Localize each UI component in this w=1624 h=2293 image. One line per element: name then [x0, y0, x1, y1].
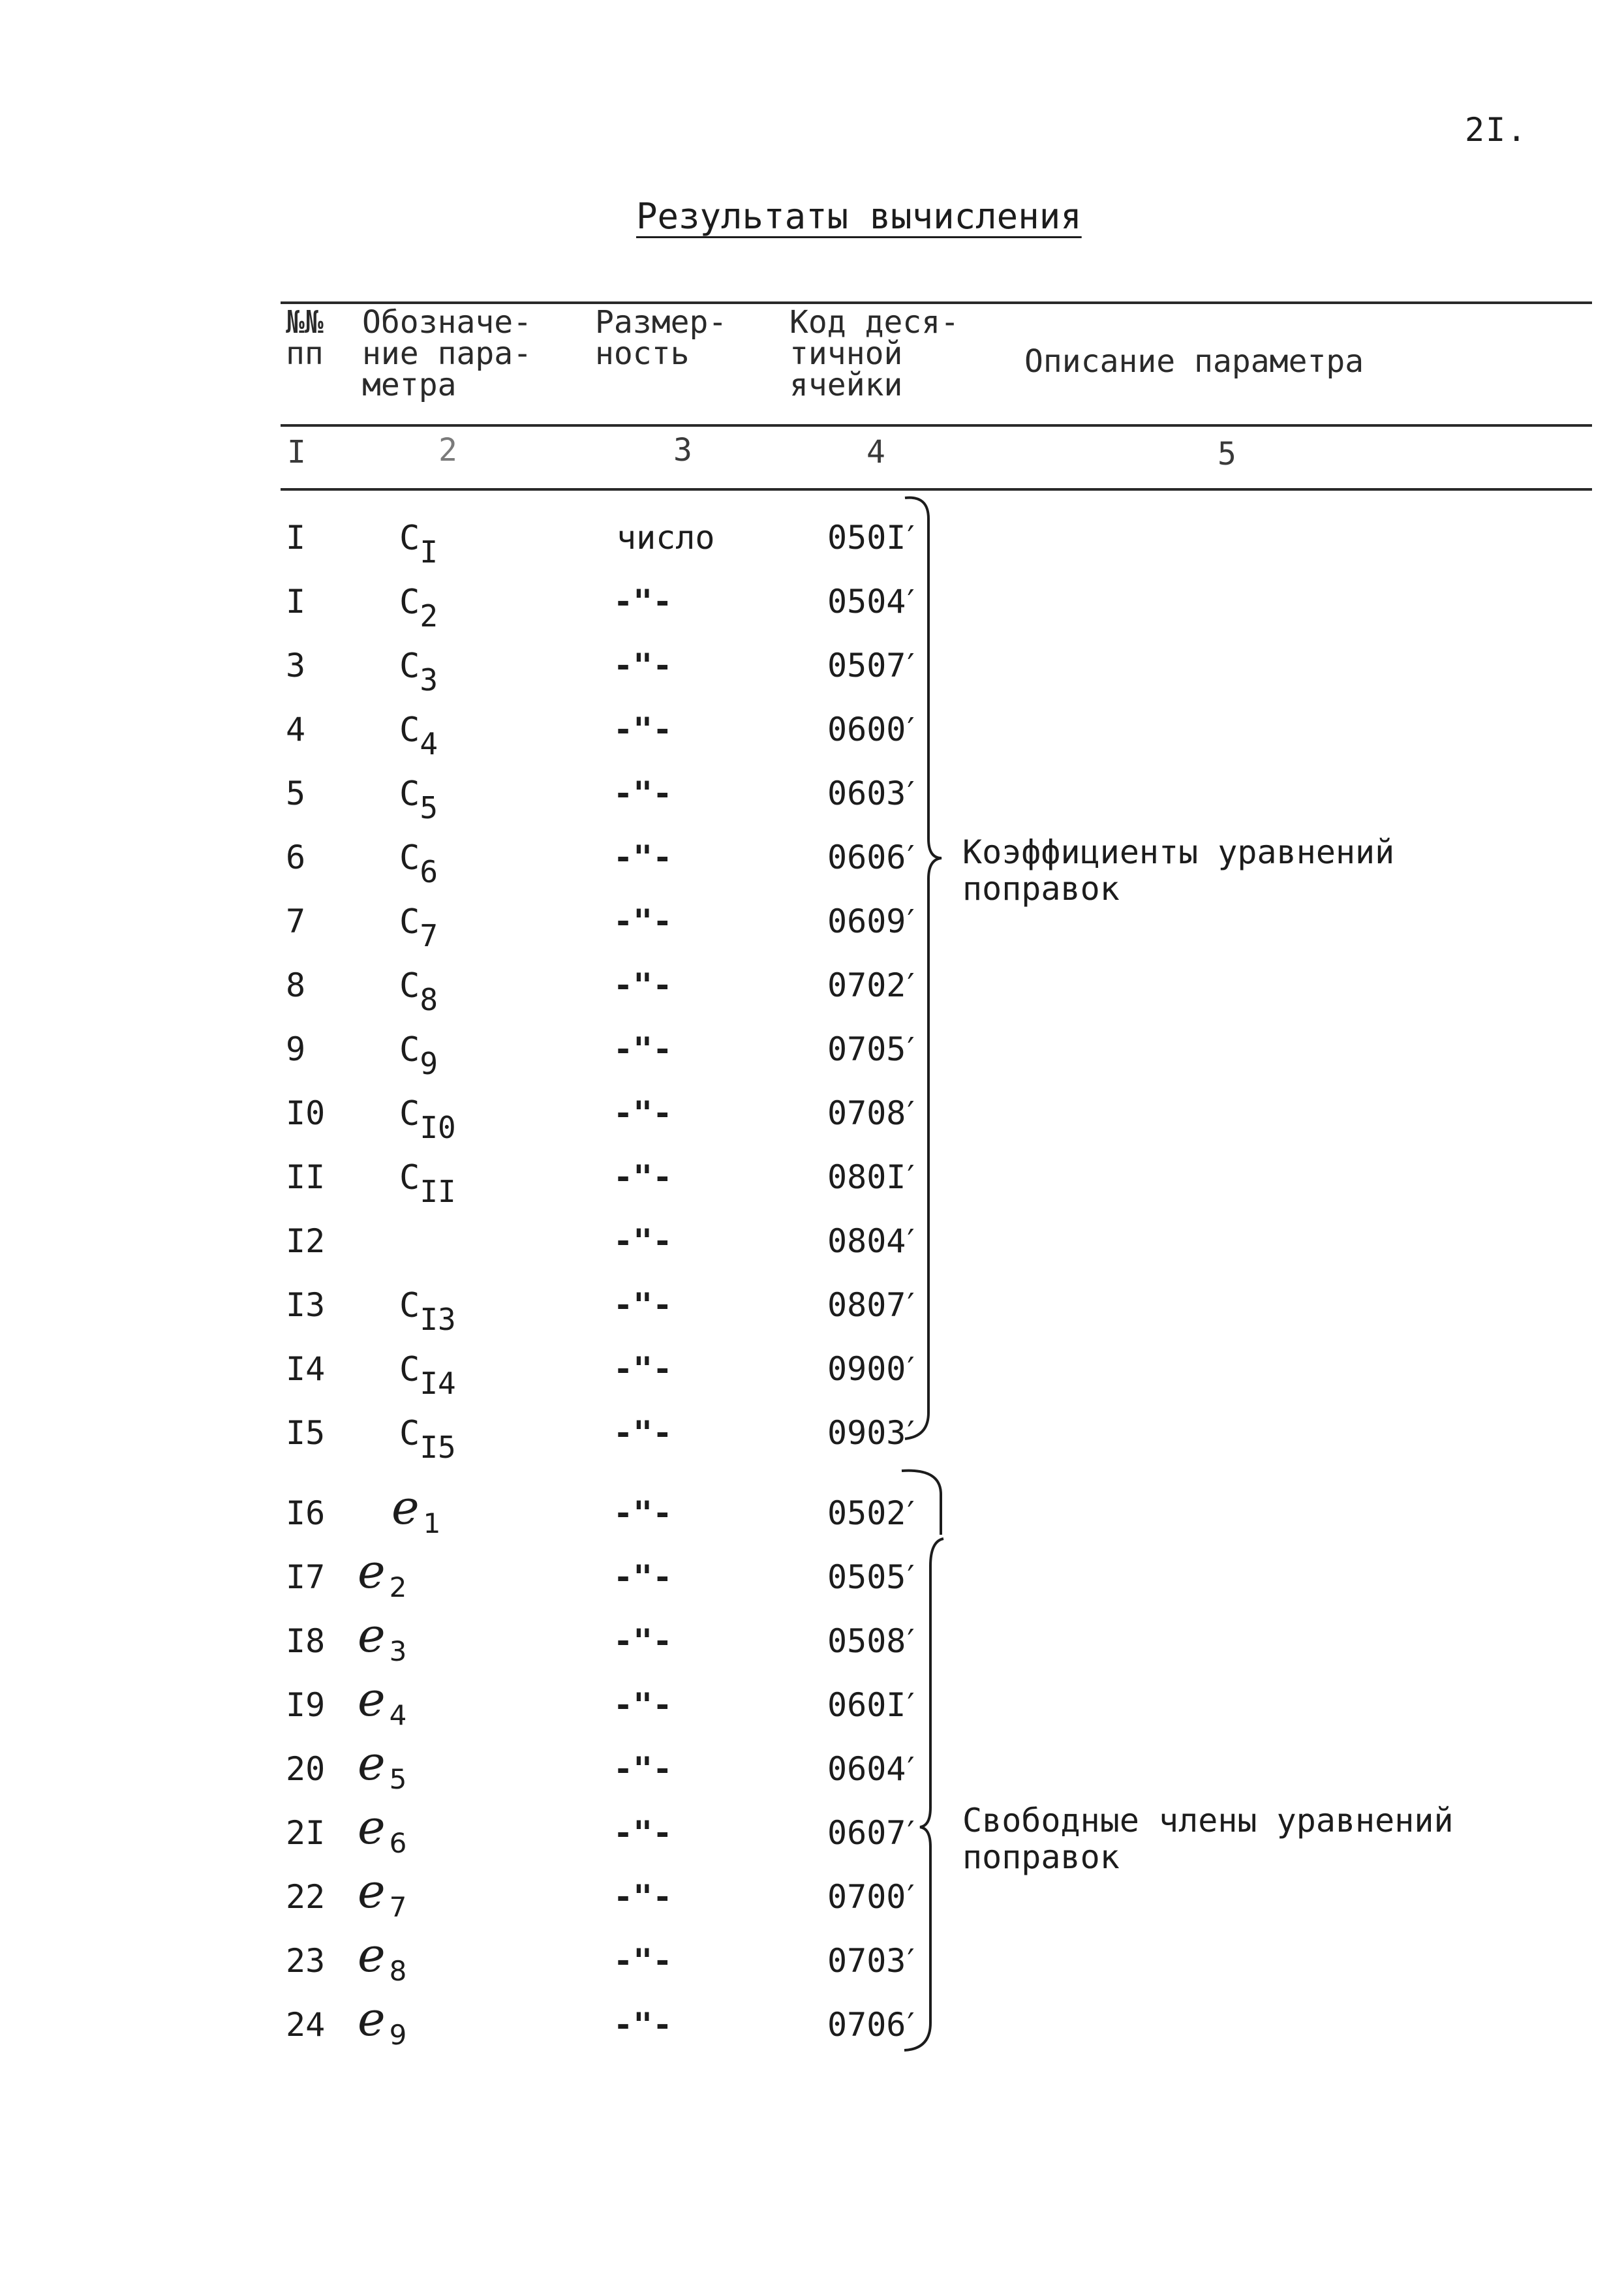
header-bottom-rule	[281, 424, 1592, 427]
symbol-base: e	[358, 1800, 386, 1854]
row-number: I4	[286, 1350, 326, 1388]
parameter-unit: -"-	[613, 1350, 673, 1388]
symbol-subscript: 2	[420, 598, 438, 634]
cell-code: 0807 ′	[827, 1286, 915, 1324]
symbol-subscript: 8	[389, 1955, 407, 1987]
parameter-symbol	[399, 647, 438, 698]
cell-code: 0703 ′	[827, 1942, 915, 1980]
parameter-symbol	[358, 1608, 406, 1667]
row-number: 9	[286, 1030, 306, 1068]
column-number-1: I	[287, 434, 306, 470]
row-number: 20	[286, 1750, 326, 1788]
row-number: I	[286, 519, 306, 557]
cell-code: 0600 ′	[827, 711, 915, 748]
header-description: Описание параметра	[1024, 343, 1364, 380]
symbol-subscript: I0	[420, 1110, 456, 1145]
row-number: 6	[286, 839, 306, 876]
symbol-base: C	[399, 1094, 420, 1133]
symbol-base: e	[358, 1544, 386, 1599]
parameter-symbol	[399, 839, 438, 889]
parameter-unit: -"-	[613, 1094, 673, 1132]
parameter-symbol	[399, 1286, 456, 1337]
column-number-3: 3	[673, 432, 692, 469]
parameter-unit: -"-	[613, 647, 673, 685]
cell-code: 0507 ′	[827, 647, 915, 685]
parameter-symbol	[358, 1736, 406, 1795]
parameter-unit: -"-	[613, 775, 673, 812]
parameter-unit: -"-	[613, 1942, 673, 1980]
parameter-symbol	[358, 1544, 406, 1603]
parameter-unit: -"-	[613, 1158, 673, 1196]
parameter-unit: -"-	[613, 1750, 673, 1788]
page-number: 2I.	[1465, 111, 1528, 149]
colnum-bottom-rule	[281, 488, 1592, 491]
parameter-symbol	[399, 1094, 456, 1145]
parameter-unit: -"-	[613, 711, 673, 748]
symbol-subscript: 8	[420, 982, 438, 1017]
parameter-unit: число	[617, 519, 715, 557]
cell-code: 0504 ′	[827, 583, 915, 621]
parameter-unit: -"-	[613, 583, 673, 621]
symbol-subscript: I4	[420, 1366, 456, 1401]
cell-code: 060I ′	[827, 1686, 915, 1724]
parameter-unit: -"-	[613, 1814, 673, 1852]
symbol-subscript: 4	[420, 726, 438, 762]
cell-code: 0804 ′	[827, 1222, 915, 1260]
symbol-subscript: 5	[389, 1763, 407, 1795]
cell-code: 0705 ′	[827, 1030, 915, 1068]
header-num: №№ пп	[286, 304, 324, 372]
column-number-4: 4	[866, 434, 885, 470]
row-number: 4	[286, 711, 306, 748]
parameter-unit: -"-	[613, 966, 673, 1004]
symbol-base: e	[358, 1864, 386, 1918]
parameter-unit: -"-	[613, 1622, 673, 1660]
symbol-base: e	[358, 1736, 386, 1791]
row-number: 7	[286, 902, 306, 940]
symbol-subscript: 7	[420, 918, 438, 953]
symbol-subscript: I3	[420, 1302, 456, 1337]
header-code: Код деся- тичной ячейки	[789, 304, 960, 403]
symbol-subscript: 3	[420, 662, 438, 698]
group-2-description-line2: поправок	[962, 1838, 1120, 1876]
row-number: 3	[286, 647, 306, 685]
symbol-base: C	[399, 711, 420, 750]
symbol-subscript: 9	[420, 1046, 438, 1081]
parameter-unit: -"-	[613, 1878, 673, 1916]
cell-code: 0708 ′	[827, 1094, 915, 1132]
parameter-unit: -"-	[613, 1286, 673, 1324]
symbol-subscript: I	[420, 534, 438, 570]
symbol-subscript: 1	[423, 1507, 441, 1539]
symbol-base: C	[399, 839, 420, 878]
symbol-subscript: 6	[389, 1827, 407, 1859]
parameter-symbol	[358, 1928, 406, 1987]
parameter-unit: -"-	[613, 902, 673, 940]
symbol-subscript: 3	[389, 1635, 407, 1667]
cell-code: 0607 ′	[827, 1814, 915, 1852]
cell-code: 0505 ′	[827, 1558, 915, 1596]
row-number: I9	[286, 1686, 326, 1724]
parameter-unit: -"-	[613, 1414, 673, 1452]
parameter-symbol	[399, 583, 438, 634]
row-number: I3	[286, 1286, 326, 1324]
symbol-subscript: 9	[389, 2019, 407, 2051]
parameter-symbol	[358, 1864, 406, 1923]
cell-code: 0700 ′	[827, 1878, 915, 1916]
parameter-symbol	[399, 519, 438, 570]
row-number: 5	[286, 775, 306, 812]
symbol-subscript: 4	[389, 1699, 407, 1731]
row-number: 2I	[286, 1814, 326, 1852]
symbol-subscript: 6	[420, 854, 438, 889]
row-number: I5	[286, 1414, 326, 1452]
symbol-base: C	[399, 647, 420, 686]
row-number: I2	[286, 1222, 326, 1260]
group-2-brace	[900, 1468, 953, 2055]
symbol-base: C	[399, 583, 420, 622]
symbol-base: C	[399, 966, 420, 1006]
parameter-symbol	[399, 966, 438, 1017]
row-number: II	[286, 1158, 326, 1196]
symbol-base: C	[399, 1350, 420, 1389]
column-number-5: 5	[1218, 436, 1236, 472]
parameter-symbol	[358, 1672, 406, 1731]
parameter-unit: -"-	[613, 2006, 673, 2044]
row-number: I7	[286, 1558, 326, 1596]
symbol-base: C	[399, 519, 420, 558]
column-number-2: 2	[438, 432, 457, 469]
symbol-subscript: I5	[420, 1430, 456, 1465]
row-number: I	[286, 583, 306, 621]
symbol-subscript: 5	[420, 790, 438, 825]
group-2-description-line1: Свободные члены уравнений	[962, 1802, 1454, 1839]
cell-code: 0900 ′	[827, 1350, 915, 1388]
symbol-subscript: II	[420, 1174, 456, 1209]
cell-code: 0609 ′	[827, 902, 915, 940]
row-number: 22	[286, 1878, 326, 1916]
group-2-description	[962, 1802, 1454, 1875]
cell-code: 080I ′	[827, 1158, 915, 1196]
symbol-base: e	[358, 1928, 386, 1982]
symbol-base: C	[399, 1030, 420, 1070]
parameter-symbol	[399, 1158, 456, 1209]
parameter-symbol	[399, 1414, 456, 1465]
symbol-base: C	[399, 902, 420, 942]
parameter-unit: -"-	[613, 839, 673, 876]
parameter-symbol	[399, 711, 438, 762]
symbol-subscript: 2	[389, 1571, 407, 1603]
cell-code: 050I ′	[827, 519, 915, 557]
cell-code: 0606 ′	[827, 839, 915, 876]
cell-code: 0702 ′	[827, 966, 915, 1004]
row-number: I6	[286, 1494, 326, 1532]
row-number: 23	[286, 1942, 326, 1980]
row-number: 8	[286, 966, 306, 1004]
parameter-symbol	[399, 1030, 438, 1081]
parameter-unit: -"-	[613, 1558, 673, 1596]
row-number: 24	[286, 2006, 326, 2044]
parameter-unit: -"-	[613, 1222, 673, 1260]
cell-code: 0604 ′	[827, 1750, 915, 1788]
parameter-unit: -"-	[613, 1030, 673, 1068]
symbol-base: e	[358, 1608, 386, 1663]
parameter-symbol	[399, 902, 438, 953]
cell-code: 0706 ′	[827, 2006, 915, 2044]
parameter-unit: -"-	[613, 1494, 673, 1532]
parameter-symbol	[358, 1992, 406, 2051]
symbol-base: C	[399, 1158, 420, 1197]
symbol-subscript: 7	[389, 1891, 407, 1923]
row-number: I0	[286, 1094, 326, 1132]
parameter-symbol	[399, 775, 438, 825]
group-1-description-line2: поправок	[962, 870, 1120, 908]
page-title: Результаты вычисления	[636, 196, 1082, 237]
group-1-description	[962, 834, 1394, 907]
symbol-base: e	[358, 1992, 386, 2046]
header-unit: Размер- ность	[595, 304, 728, 372]
row-number: I8	[286, 1622, 326, 1660]
symbol-base: e	[358, 1672, 386, 1727]
cell-code: 0502 ′	[827, 1494, 915, 1532]
cell-code: 0903 ′	[827, 1414, 915, 1452]
symbol-base: C	[399, 1286, 420, 1325]
parameter-symbol	[358, 1800, 406, 1859]
group-1-description-line1: Коэффициенты уравнений	[962, 833, 1395, 871]
group-1-brace	[904, 493, 949, 1445]
cell-code: 0508 ′	[827, 1622, 915, 1660]
parameter-unit: -"-	[613, 1686, 673, 1724]
symbol-base: C	[399, 775, 420, 814]
symbol-base: e	[391, 1480, 420, 1535]
header-symbol: Обозначе- ние пара- метра	[362, 304, 532, 403]
parameter-symbol	[391, 1480, 440, 1539]
symbol-base: C	[399, 1414, 420, 1453]
parameter-symbol	[399, 1350, 456, 1401]
cell-code: 0603 ′	[827, 775, 915, 812]
